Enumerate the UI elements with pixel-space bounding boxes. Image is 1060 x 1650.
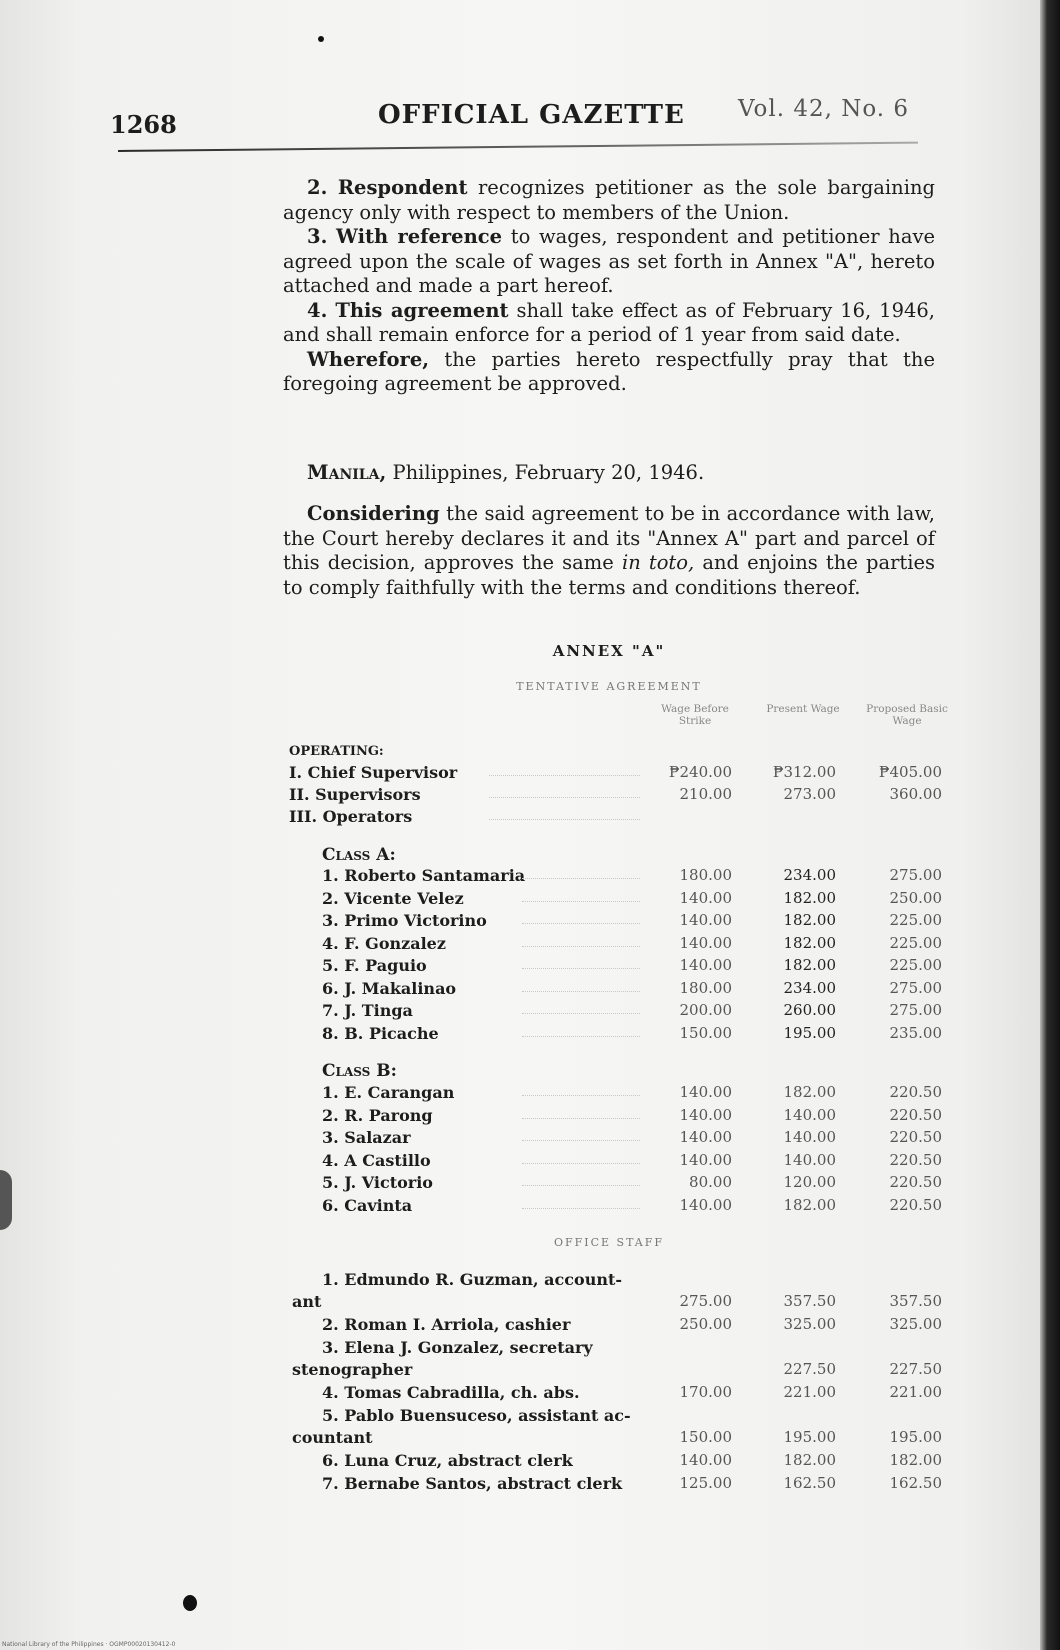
wage-c3: 325.00 [889, 1315, 942, 1333]
wage-c2: 140.00 [783, 1150, 836, 1169]
wage-c1: 140.00 [679, 1083, 732, 1101]
table-row [0, 785, 1040, 807]
row-label: 4. F. Gonzalez [322, 933, 446, 953]
wage-c1: 170.00 [679, 1383, 732, 1401]
wage-c3: 195.00 [889, 1428, 942, 1446]
office-row [0, 1474, 1040, 1496]
row-label: 3. Salazar [322, 1128, 411, 1147]
court-decision: Considering the said agreement to be in accordance with law, the Court hereby declares it and its "Annex A" part and parcel of this decision, approves the same in toto, and enjoins the parties to comply faithfully with the terms and conditions thereof. [283, 502, 936, 599]
wherefore-clause: Wherefore, the parties hereto respectfully pray that the foregoing agreement be approved. [283, 347, 935, 395]
wage-c1: 125.00 [679, 1474, 732, 1492]
wage-c3: 250.00 [889, 888, 942, 907]
dot-leader [522, 946, 640, 947]
dot-leader [522, 878, 640, 879]
wage-c2: 234.00 [783, 978, 836, 997]
table-row [0, 807, 1040, 829]
office-row [0, 1315, 1040, 1337]
wage-c3: 220.50 [889, 1150, 942, 1169]
dot-leader [489, 819, 640, 820]
office-name: 6. Luna Cruz, abstract clerk [322, 1451, 573, 1470]
wage-c1: 150.00 [679, 1428, 732, 1446]
annex-title: ANNEX "A" [552, 642, 666, 660]
clause-2: 2. Respondent recognizes petitioner as the sole bargaining agency only with respect to members of the Union. [283, 176, 935, 224]
wage-c3: 225.00 [889, 933, 942, 952]
wage-c3: 275.00 [889, 978, 942, 997]
wage-c3: 162.50 [889, 1474, 942, 1492]
row-label: 2. Vicente Velez [322, 888, 464, 908]
row-label: 6. Cavinta [322, 1195, 413, 1215]
table-row [0, 1128, 1040, 1150]
dot-leader [522, 1013, 640, 1014]
dot-leader [489, 797, 640, 798]
wage-c3: 357.50 [889, 1292, 942, 1310]
office-row [0, 1406, 1040, 1447]
office-name: 7. Bernabe Santos, abstract clerk [322, 1474, 623, 1493]
wage-c2: 182.00 [783, 911, 836, 929]
wage-c3: 220.50 [889, 1195, 942, 1214]
wage-c1: 180.00 [679, 866, 732, 884]
wage-c1: 210.00 [679, 785, 732, 803]
page-header [0, 96, 1040, 139]
row-label: III. Operators [289, 807, 413, 826]
dot-leader [489, 775, 640, 776]
wage-c3: ₱405.00 [878, 763, 942, 781]
wage-c2: 120.00 [783, 1173, 836, 1191]
row-label: 5. J. Victorio [322, 1173, 433, 1192]
wage-c2: 182.00 [783, 933, 836, 952]
table-row [0, 1001, 1040, 1023]
dot-leader [522, 991, 640, 992]
wage-c2: 357.50 [783, 1292, 836, 1310]
wage-c3: 225.00 [889, 956, 942, 974]
dot-leader [522, 1036, 640, 1037]
wage-c2: 234.00 [783, 866, 836, 884]
office-name-cont: countant [292, 1428, 373, 1447]
table-row [0, 1024, 1040, 1046]
col-proposed-wage: Proposed Basic Wage [866, 703, 948, 727]
wage-c2: 182.00 [783, 888, 836, 907]
table-row [0, 934, 1040, 956]
wage-c1: 275.00 [679, 1292, 732, 1310]
dot-leader [522, 1185, 640, 1186]
wage-c3: 220.50 [889, 1128, 942, 1146]
wage-c2: 260.00 [783, 1001, 836, 1019]
wage-c3: 182.00 [889, 1451, 942, 1469]
table-row [0, 1173, 1040, 1195]
ink-speck [183, 1595, 197, 1611]
wage-c2: 227.50 [783, 1360, 836, 1378]
row-label: 3. Primo Victorino [322, 911, 487, 930]
row-label: 4. A Castillo [322, 1150, 431, 1170]
wage-c3: 360.00 [889, 785, 942, 803]
wage-c1: 250.00 [679, 1315, 732, 1333]
office-staff-label: OFFICE STAFF [553, 1236, 665, 1249]
row-label: I. Chief Supervisor [289, 763, 458, 782]
office-name-cont: stenographer [292, 1360, 413, 1379]
wage-c1: 140.00 [679, 911, 732, 929]
office-name: 1. Edmundo R. Guzman, account- [322, 1270, 622, 1289]
table-row [0, 956, 1040, 978]
row-label: 2. R. Parong [322, 1105, 433, 1125]
office-row [0, 1270, 1040, 1311]
office-row [0, 1383, 1040, 1405]
table-row [0, 1196, 1040, 1218]
book-edge [1040, 0, 1060, 1650]
office-row [0, 1338, 1040, 1379]
wage-c2: 195.00 [783, 1023, 836, 1042]
wage-c2: 182.00 [783, 956, 836, 974]
col-present-wage: Present Wage [766, 703, 840, 715]
office-name: 3. Elena J. Gonzalez, secretary [322, 1338, 593, 1357]
wage-c2: 140.00 [783, 1128, 836, 1146]
dot-leader [522, 1208, 640, 1209]
wage-c2: 273.00 [783, 785, 836, 803]
row-label: II. Supervisors [289, 785, 421, 804]
class-b-label: Class B: [322, 1061, 397, 1081]
table-row [0, 1106, 1040, 1128]
wage-c2: ₱312.00 [772, 763, 836, 781]
wage-c1: 140.00 [679, 1195, 732, 1214]
office-name: 4. Tomas Cabradilla, ch. abs. [322, 1383, 580, 1402]
volume-number: Vol. 42, No. 6 [738, 96, 910, 122]
wage-c1: ₱240.00 [668, 763, 732, 781]
wage-c2: 195.00 [783, 1428, 836, 1446]
wage-c2: 182.00 [783, 1451, 836, 1469]
wage-c1: 140.00 [679, 1150, 732, 1169]
wage-c2: 182.00 [783, 1083, 836, 1101]
scan-credit: National Library of the Philippines · OGMP00020130412-0 [2, 1641, 176, 1648]
wage-c1: 140.00 [679, 1128, 732, 1146]
table-row [0, 911, 1040, 933]
annex-subtitle: TENTATIVE AGREEMENT [516, 680, 702, 693]
table-row [0, 1151, 1040, 1173]
row-label: 8. B. Picache [322, 1023, 439, 1043]
wage-c1: 140.00 [679, 933, 732, 952]
wage-c3: 220.50 [889, 1173, 942, 1191]
wage-c3: 235.00 [889, 1023, 942, 1042]
table-row [0, 866, 1040, 888]
clause-3: 3. With reference to wages, respondent and petitioner have agreed upon the scale of wages as set forth in Annex "A", hereto attached and made a part hereof. [283, 225, 935, 297]
wage-c1: 140.00 [679, 888, 732, 907]
page-number: 1268 [110, 110, 177, 139]
row-label: 7. J. Tinga [322, 1001, 413, 1020]
row-label: 5. F. Paguio [322, 956, 427, 975]
row-label: 1. E. Carangan [322, 1083, 455, 1102]
wage-c2: 140.00 [783, 1105, 836, 1124]
dateline: Manila, Philippines, February 20, 1946. [307, 461, 705, 484]
operating-label: OPERATING: [289, 744, 384, 759]
wage-c1: 80.00 [689, 1173, 732, 1191]
wage-c3: 220.50 [889, 1105, 942, 1124]
office-name-cont: ant [292, 1292, 322, 1311]
dot-leader [522, 1095, 640, 1096]
row-label: 6. J. Makalinao [322, 978, 457, 998]
wage-c2: 182.00 [783, 1195, 836, 1214]
class-a-label: Class A: [322, 845, 396, 865]
dot-leader [522, 968, 640, 969]
wage-c3: 225.00 [889, 911, 942, 929]
wage-c1: 180.00 [679, 978, 732, 997]
wage-c3: 275.00 [889, 1001, 942, 1019]
dot-leader [522, 1140, 640, 1141]
wage-c3: 275.00 [889, 866, 942, 884]
wage-c2: 325.00 [783, 1315, 836, 1333]
table-row [0, 889, 1040, 911]
wage-c1: 140.00 [679, 956, 732, 974]
table-row [0, 1083, 1040, 1105]
dot-leader [522, 901, 640, 902]
wage-c1: 200.00 [679, 1001, 732, 1019]
dot-leader [522, 1118, 640, 1119]
wage-c3: 227.50 [889, 1360, 942, 1378]
ink-speck [318, 36, 324, 42]
col-wage-before-strike: Wage Before Strike [661, 703, 729, 727]
wage-c1: 150.00 [679, 1023, 732, 1042]
agreement-clauses [283, 176, 935, 397]
wage-c1: 140.00 [679, 1451, 732, 1469]
dot-leader [522, 923, 640, 924]
gazette-title: OFFICIAL GAZETTE [378, 100, 685, 130]
wage-c2: 221.00 [783, 1383, 836, 1401]
wage-c3: 220.50 [889, 1083, 942, 1101]
office-row [0, 1451, 1040, 1473]
clause-4: 4. This agreement shall take effect as of February 16, 1946, and shall remain enforce for a period of 1 year from said date. [283, 298, 936, 346]
row-label: 1. Roberto Santamaria [322, 866, 526, 885]
wage-c3: 221.00 [889, 1383, 942, 1401]
table-row [0, 979, 1040, 1001]
dot-leader [522, 1163, 640, 1164]
wage-c1: 140.00 [679, 1105, 732, 1124]
office-name: 5. Pablo Buensuceso, assistant ac- [322, 1406, 631, 1425]
office-name: 2. Roman I. Arriola, cashier [322, 1315, 571, 1334]
table-row [0, 763, 1040, 785]
wage-c2: 162.50 [783, 1474, 836, 1492]
